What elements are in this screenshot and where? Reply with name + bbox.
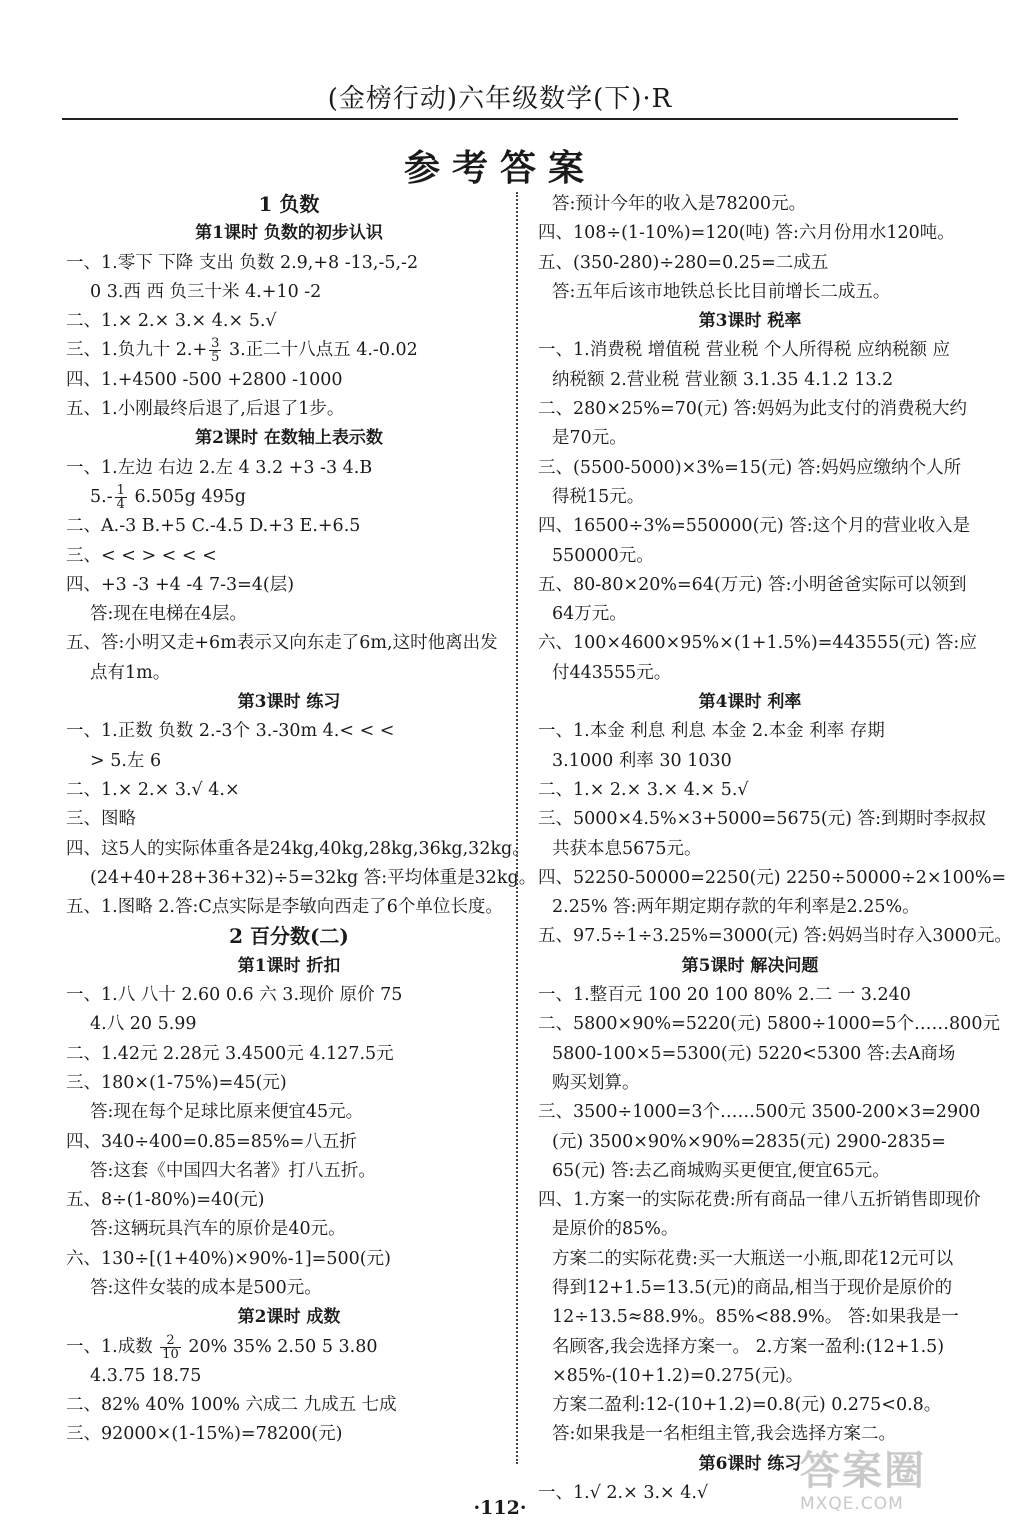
answer-line: 二、5800×90%=5220(元) 5800÷1000=5个……800元 [538,1014,1000,1035]
answer-line: 得到12+1.5=13.5(元)的商品,相当于现价是原价的 [552,1277,953,1298]
answer-text: 5.- [90,486,113,507]
fraction-denominator: 4 [116,496,125,512]
left-column [66,190,537,1450]
answer-line: 0 3.西 西 负三十米 4.+10 -2 [90,281,322,302]
answer-line: (元) 3500×90%×90%=2835(元) 2900-2835= [552,1131,946,1152]
answer-line: 一、1.消费税 增值税 营业税 个人所得税 应纳税额 应 [538,340,951,361]
answer-line: 二、A.-3 B.+5 C.-4.5 D.+3 E.+6.5 [66,516,361,537]
answer-line [66,1333,512,1362]
answer-line: ×85%-(10+1.2)=0.275(元)。 [552,1365,804,1386]
answer-line: 一、1.正数 负数 2.-3个 3.-30m 4.< < < [66,721,395,742]
answer-line: 二、1.42元 2.28元 3.4500元 4.127.5元 [66,1043,394,1064]
answer-line: 二、1.× 2.× 3.√ 4.× [66,779,240,800]
answer-line: 答:预计今年的收入是78200元。 [552,194,807,214]
answer-line: 三、< < > < < < [66,545,217,566]
answer-line: 一、1.√ 2.× 3.× 4.√ [538,1483,709,1504]
answer-line: 五、1.图略 2.答:C点实际是李敏向西走了6个单位长度。 [66,897,503,918]
answer-line: 五、80-80×20%=64(万元) 答:小明爸爸实际可以领到 [538,574,967,595]
answer-line: 三、(5500-5000)×3%=15(元) 答:妈妈应缴纳个人所 [538,457,962,478]
lesson-heading: 第2课时 成数 [237,1307,341,1328]
answer-line: 名顾客,我会选择方案一。 2.方案一盈利:(12+1.5) [552,1336,945,1357]
fraction-denominator: 5 [211,350,220,366]
answer-line: 三、5000×4.5%×3+5000=5675(元) 答:到期时李叔叔 [538,809,986,830]
answer-line: 2.25% 答:两年期定期存款的年利率是2.25%。 [552,897,920,918]
fraction [115,484,127,511]
answer-line: 点有1m。 [90,662,171,683]
lesson-heading: 第1课时 负数的初步认识 [195,223,383,244]
answer-line: 五、97.5÷1÷3.25%=3000(元) 答:妈妈当时存入3000元。 [538,926,1012,947]
answer-line: 四、+3 -3 +4 -4 7-3=4(层) [66,574,295,595]
answer-line: 答:这件女装的成本是500元。 [90,1277,322,1298]
answer-line: 四、16500÷3%=550000(元) 答:这个月的营业收入是 [538,516,971,537]
answer-text: 一、1.成数 [66,1336,159,1357]
answer-line: 一、1.八 八十 2.60 0.6 六 3.现价 原价 75 [66,985,403,1006]
answer-line: 答:如果我是一名柜组主管,我会选择方案二。 [552,1424,896,1445]
answer-line: 方案二的实际花费:买一大瓶送一小瓶,即花12元可以 [552,1248,954,1269]
answer-line: 四、1.方案一的实际花费:所有商品一律八五折销售即现价 [538,1190,981,1211]
answer-line: 答:现在每个足球比原来便宜45元。 [90,1102,364,1123]
lesson-heading: 第5课时 解决问题 [681,955,819,976]
answer-line: 二、82% 40% 100% 六成二 九成五 七成 [66,1395,397,1416]
watermark-logo-text: 答案圈 [800,1448,926,1494]
answer-line: 四、108÷(1-10%)=120(吨) 答:六月份用水120吨。 [538,223,955,244]
lesson-heading: 第2课时 在数轴上表示数 [195,428,383,449]
answer-line: 二、1.× 2.× 3.× 4.× 5.√ [66,311,277,332]
answer-line: 答:这辆玩具汽车的原价是40元。 [90,1219,346,1240]
answer-line: 一、1.本金 利息 利息 本金 2.本金 利率 存期 [538,721,885,742]
answer-line: 付443555元。 [552,662,672,683]
lesson-heading: 第1课时 折扣 [237,955,341,976]
answer-line: 一、1.整百元 100 20 100 80% 2.二 一 3.240 [538,985,911,1006]
lesson-heading: 第3课时 练习 [237,692,341,713]
answer-line: 是原价的85%。 [552,1219,679,1240]
answer-line: 六、100×4600×95%×(1+1.5%)=443555(元) 答:应 [538,633,977,654]
fraction-numerator: 3 [211,336,220,352]
answer-line: 纳税额 2.营业税 营业额 3.1.35 4.1.2 13.2 [552,369,894,390]
answer-line: 二、1.× 2.× 3.× 4.× 5.√ [538,779,749,800]
answer-line: > 5.左 6 [90,750,162,771]
right-column [538,190,1012,1508]
answer-line: 五、答:小明又走+6m表示又向东走了6m,这时他离出发 [66,633,498,654]
answer-line: 四、这5人的实际体重各是24kg,40kg,28kg,36kg,32kg。 [66,838,530,859]
answer-text: 3.正二十八点五 4.-0.02 [223,340,418,361]
answer-text: 6.505g 495g [128,486,246,507]
answer-line: 一、1.零下 下降 支出 负数 2.9,+8 -13,-5,-2 [66,252,419,273]
lesson-heading: 第6课时 练习 [698,1453,802,1474]
fraction [160,1334,181,1361]
lesson-heading: 第4课时 利率 [698,692,802,713]
answer-line: 四、1.+4500 -500 +2800 -1000 [66,369,343,390]
answer-line: 得税15元。 [552,486,645,507]
answer-line: 三、3500÷1000=3个……500元 3500-200×3=2900 [538,1102,981,1123]
answer-line: 五、1.小刚最终后退了,后退了1步。 [66,399,345,420]
answer-line: 三、180×(1-75%)=45(元) [66,1072,287,1093]
column-divider [516,192,518,1464]
answer-line: 三、92000×(1-15%)=78200(元) [66,1424,343,1445]
answer-line [66,483,512,512]
unit-heading: 2 百分数(二) [229,924,349,949]
answer-line [66,336,512,365]
page-number: ·112· [473,1497,527,1519]
answer-line: 答:五年后该市地铁总长比目前增长二成五。 [552,281,891,302]
answer-line: 一、1.左边 右边 2.左 4 3.2 +3 -3 4.B [66,457,373,478]
page-title: 参考答案 [403,147,596,189]
answer-line: 三、图略 [66,809,136,830]
answer-line: 五、(350-280)÷280=0.25=二成五 [538,252,829,273]
unit-heading: 1 负数 [258,192,320,216]
answer-line: 五、8÷(1-80%)=40(元) [66,1190,265,1211]
fraction [209,337,221,364]
answer-line: 四、52250-50000=2250(元) 2250÷50000÷2×100%= [538,867,1007,888]
answer-line: 5800-100×5=5300(元) 5220<5300 答:去A商场 [552,1043,956,1064]
fraction-numerator: 2 [160,1334,181,1348]
answer-line: 12÷13.5≈88.9%。85%<88.9%。 答:如果我是一 [552,1307,959,1328]
answer-line: 65(元) 答:去乙商城购买更便宜,便宜65元。 [552,1160,890,1181]
answer-text: 20% 35% 2.50 5 3.80 [182,1336,378,1357]
answer-line: 550000元。 [552,545,654,566]
answer-text: 三、1.负九十 2.+ [66,340,208,361]
answer-line: 4.3.75 18.75 [90,1365,202,1386]
fraction-numerator: 1 [116,482,125,498]
answer-line: 3.1000 利率 30 1030 [552,750,732,771]
book-header: (金榜行动)六年级数学(下)·R [327,84,673,114]
answer-line: 共获本息5675元。 [552,838,702,859]
answer-line: 答:这套《中国四大名著》打八五折。 [90,1160,376,1181]
answer-line: 购买划算。 [552,1072,640,1093]
answer-line: 四、340÷400=0.85=85%=八五折 [66,1131,357,1152]
fraction-denominator: 10 [162,1346,179,1362]
answer-line: 六、130÷[(1+40%)×90%-1]=500(元) [66,1248,391,1269]
answer-line: 方案二盈利:12-(10+1.2)=0.8(元) 0.275<0.8。 [552,1395,942,1416]
lesson-heading: 第3课时 税率 [698,311,802,332]
header-divider [62,118,958,120]
answer-line: 64万元。 [552,604,627,625]
site-watermark [800,1448,970,1518]
answer-line: 是70元。 [552,428,627,449]
answer-line: (24+40+28+36+32)÷5=32kg 答:平均体重是32kg。 [90,867,537,888]
watermark-url: MXQE.COM [800,1494,904,1514]
answer-line: 答:现在电梯在4层。 [90,604,248,625]
answer-line: 4.八 20 5.99 [90,1014,197,1035]
answer-line: 二、280×25%=70(元) 答:妈妈为此支付的消费税大约 [538,399,968,420]
